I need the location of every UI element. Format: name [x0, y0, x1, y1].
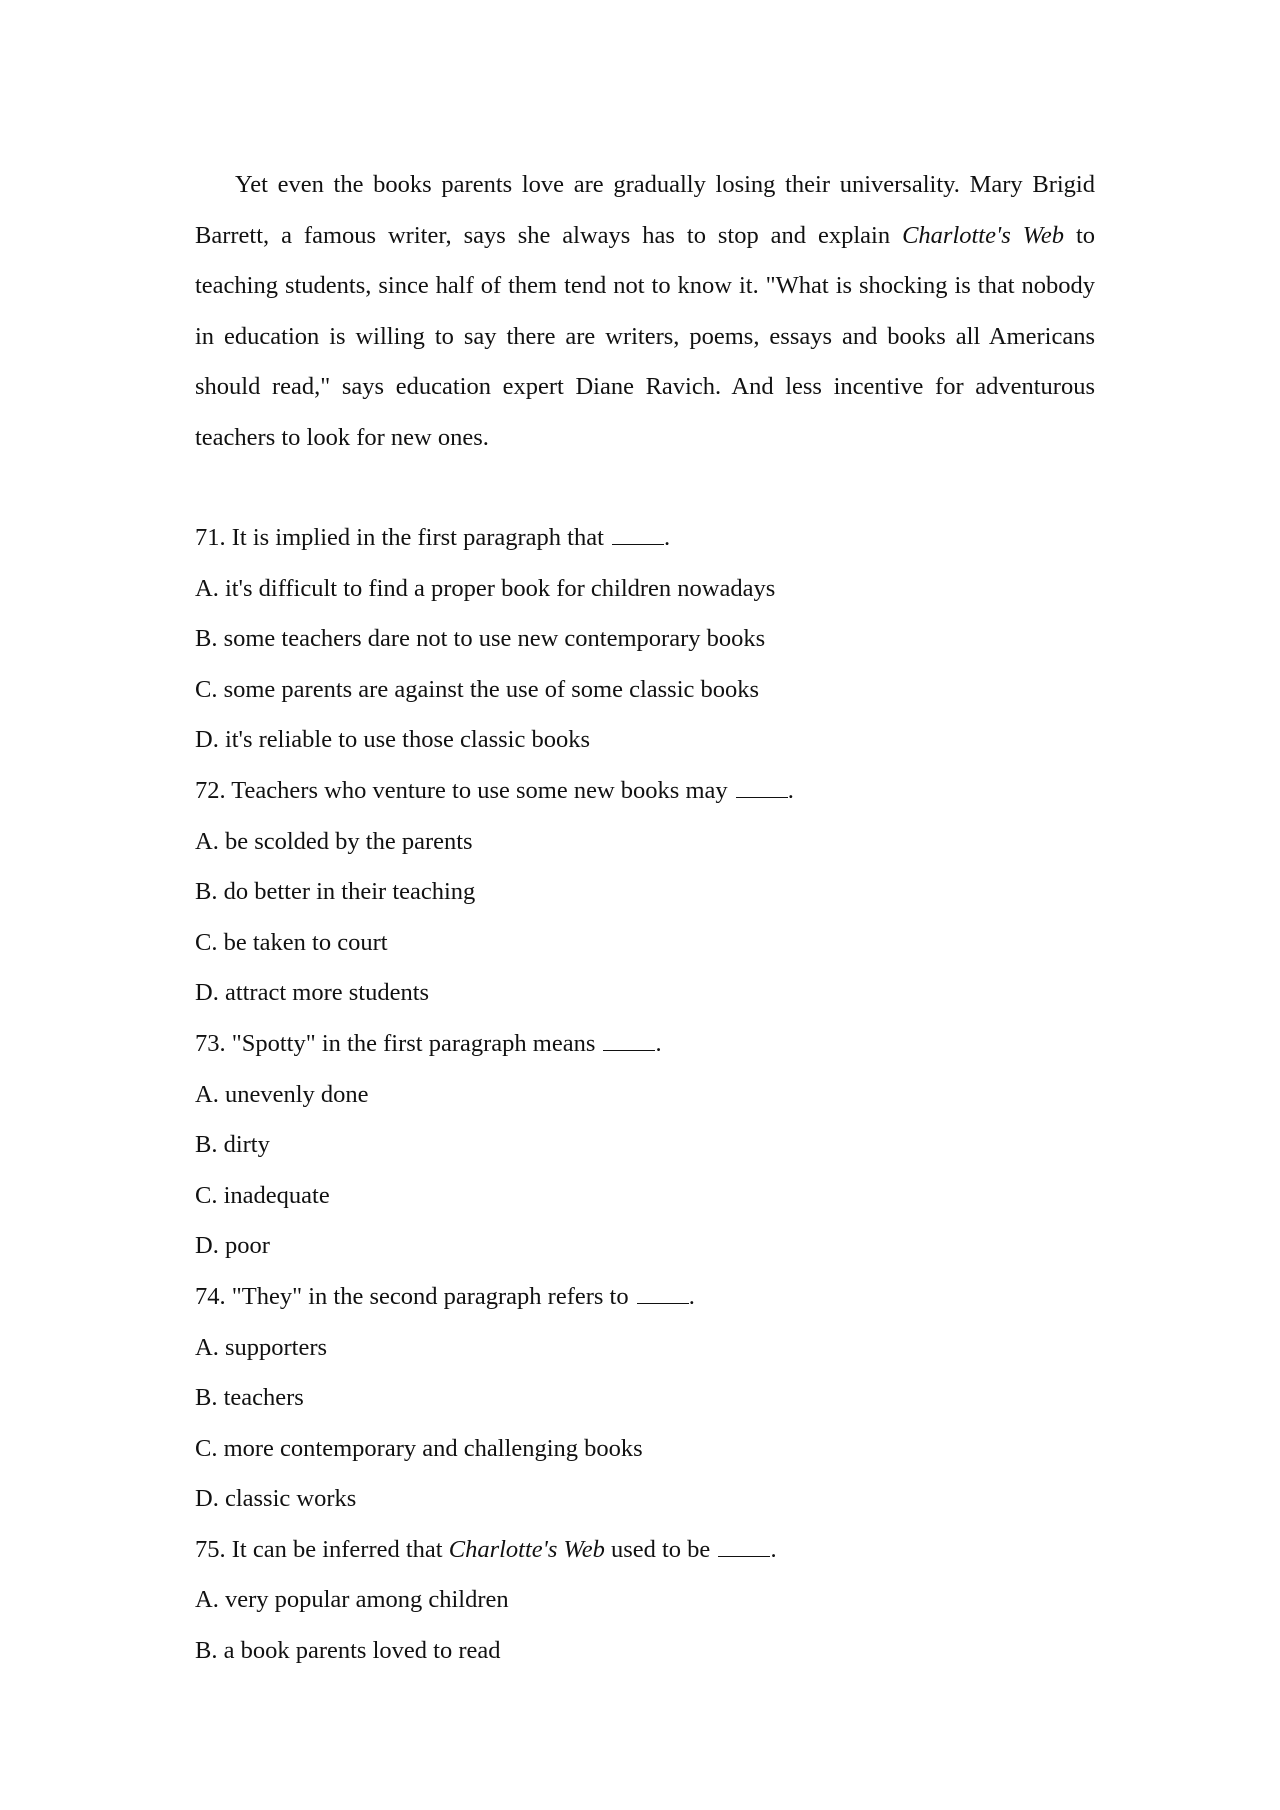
question-75-option-b: B. a book parents loved to read: [195, 1637, 501, 1665]
question-75-book-title: Charlotte's Web: [448, 1535, 605, 1563]
question-74-option-c: C. more contemporary and challenging books: [195, 1434, 643, 1462]
question-74-text: 74. "They" in the second paragraph refers to: [195, 1282, 635, 1310]
stem-period: .: [664, 524, 671, 551]
question-72-stem: [195, 766, 1095, 817]
stem-period: .: [655, 1029, 662, 1057]
answer-blank: [637, 1285, 689, 1304]
answer-blank: [603, 1032, 655, 1051]
question-71-option-d: D. it's reliable to use those classic books: [195, 726, 590, 754]
question-75-text-suffix: used to be: [604, 1535, 717, 1563]
question-list: [195, 513, 1095, 1677]
question-73-stem: [195, 1019, 1095, 1070]
answer-blank: [612, 526, 664, 545]
question-74-option-a: A. supporters: [195, 1333, 328, 1361]
question-72-text: 72. Teachers who venture to use some new books may: [195, 776, 734, 804]
question-71-option-a: A. it's difficult to find a proper book for children nowadays: [195, 574, 776, 602]
passage-text-1: Yet even the books parents love are gradually losing their universality. Mary Brigid Barrett, a famous writer, says she always has to stop and explain: [195, 171, 1095, 249]
stem-period: .: [688, 1282, 695, 1310]
question-72-option-d: D. attract more students: [195, 979, 430, 1007]
question-74-stem: [195, 1272, 1095, 1323]
question-71-text: 71. It is implied in the first paragraph that: [195, 524, 611, 551]
question-75-text-prefix: 75. It can be inferred that: [195, 1535, 449, 1563]
question-73-text: 73. "Spotty" in the first paragraph means: [195, 1029, 602, 1057]
answer-blank: [736, 779, 788, 798]
question-72-option-a: A. be scolded by the parents: [195, 827, 473, 855]
document-page: [195, 160, 1095, 1677]
question-75-option-a: A. very popular among children: [195, 1586, 509, 1614]
question-71-stem: [195, 513, 1095, 564]
question-73-option-d: D. poor: [195, 1232, 270, 1260]
passage-paragraph: [195, 160, 1095, 463]
question-73-option-c: C. inadequate: [195, 1181, 330, 1209]
question-73-option-a: A. unevenly done: [195, 1080, 369, 1108]
stem-period: .: [770, 1535, 777, 1563]
question-71-option-b: B. some teachers dare not to use new contemporary books: [195, 625, 766, 653]
question-73-option-b: B. dirty: [195, 1131, 270, 1159]
question-72-option-c: C. be taken to court: [195, 928, 388, 956]
question-71-option-c: C. some parents are against the use of some classic books: [195, 675, 760, 703]
answer-blank: [718, 1538, 770, 1557]
question-74-option-d: D. classic works: [195, 1485, 357, 1513]
question-72-option-b: B. do better in their teaching: [195, 878, 476, 906]
stem-period: .: [787, 776, 794, 804]
passage-text-2: to teaching students, since half of them tend not to know it. "What is shocking is that nobody in education is willing to say there are writers, poems, essays and books all Americans should read," says education expert Diane Ravich. And less incentive for adventurous teachers to look for new ones.: [195, 221, 1096, 451]
question-74-option-b: B. teachers: [195, 1384, 304, 1412]
passage-book-title: Charlotte's Web: [902, 221, 1064, 249]
question-75-stem: [195, 1525, 1095, 1576]
